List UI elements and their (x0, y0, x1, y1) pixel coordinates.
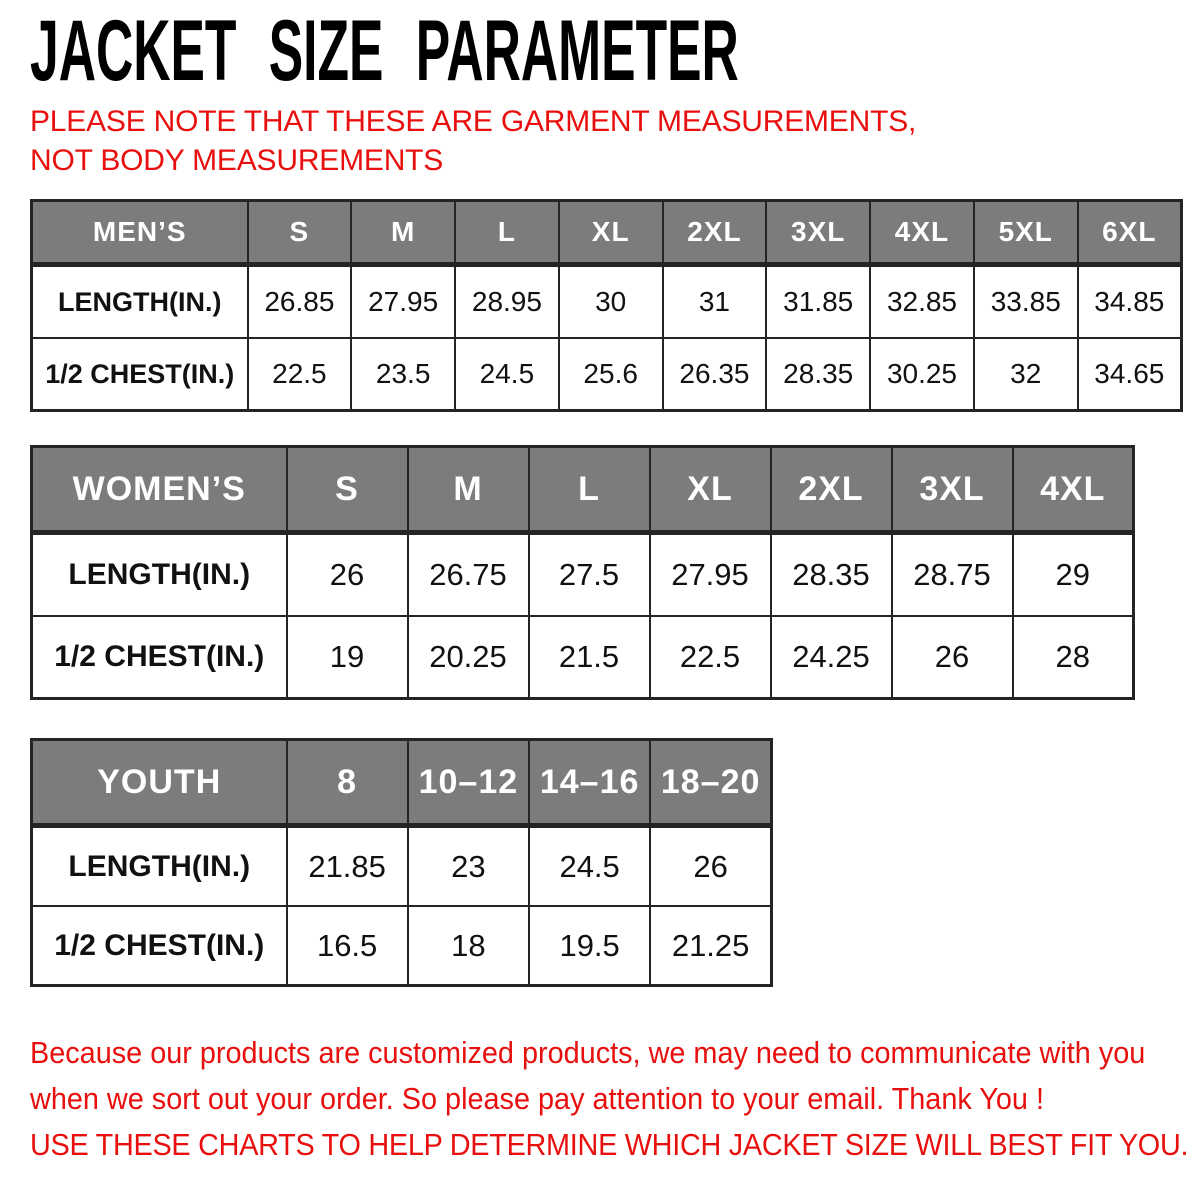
row-label-cell: 1/2 CHEST(IN.) (32, 616, 287, 699)
row-label-cell: LENGTH(IN.) (32, 826, 287, 907)
size-header-cell: 10–12 (408, 740, 529, 826)
size-header-cell: 3XL (766, 201, 870, 265)
measurement-value-cell: 27.95 (351, 265, 455, 339)
size-header-cell: 6XL (1078, 201, 1182, 265)
measurement-value-cell: 32.85 (870, 265, 974, 339)
size-header-cell: 18–20 (650, 740, 771, 826)
row-label-cell: LENGTH(IN.) (32, 265, 248, 339)
size-header-cell: 2XL (771, 447, 892, 533)
measurement-value-cell: 22.5 (248, 338, 352, 411)
measurement-row (32, 616, 1134, 699)
measurement-value-cell: 26 (287, 533, 408, 617)
size-header-row (32, 740, 772, 826)
measurement-value-cell: 29 (1013, 533, 1134, 617)
measurement-value-cell: 21.85 (287, 826, 408, 907)
size-header-cell: L (455, 201, 559, 265)
row-label-cell: 1/2 CHEST(IN.) (32, 906, 287, 986)
table-category-cell: MEN’S (32, 201, 248, 265)
measurement-row (32, 338, 1182, 411)
youth-size-table (30, 738, 773, 987)
measurement-value-cell: 24.5 (455, 338, 559, 411)
size-header-cell: 2XL (663, 201, 767, 265)
size-header-cell: XL (650, 447, 771, 533)
size-header-row (32, 447, 1134, 533)
measurement-value-cell: 32 (974, 338, 1078, 411)
measurement-row (32, 906, 772, 986)
measurement-value-cell: 23.5 (351, 338, 455, 411)
measurement-value-cell: 28.75 (892, 533, 1013, 617)
measurement-value-cell: 21.25 (650, 906, 771, 986)
womens-size-table (30, 445, 1135, 700)
fit-advice-note: USE THESE CHARTS TO HELP DETERMINE WHICH JACKET SIZE WILL BEST FIT YOU. (30, 1127, 1189, 1162)
measurement-value-cell: 33.85 (974, 265, 1078, 339)
measurement-value-cell: 22.5 (650, 616, 771, 699)
row-label-cell: 1/2 CHEST(IN.) (32, 338, 248, 411)
size-header-cell: 4XL (1013, 447, 1134, 533)
size-header-cell: 3XL (892, 447, 1013, 533)
measurement-value-cell: 26.35 (663, 338, 767, 411)
measurement-row (32, 265, 1182, 339)
measurement-value-cell: 24.25 (771, 616, 892, 699)
measurement-value-cell: 28.35 (771, 533, 892, 617)
customization-contact-note: Because our products are customized products, we may need to communicate with you when we sort out your order. So please pay attention to your email. Thank You ! (30, 1035, 1146, 1116)
measurement-row (32, 533, 1134, 617)
measurement-value-cell: 21.5 (529, 616, 650, 699)
size-header-cell: 4XL (870, 201, 974, 265)
measurement-value-cell: 26 (892, 616, 1013, 699)
size-header-cell: 8 (287, 740, 408, 826)
measurement-value-cell: 20.25 (408, 616, 529, 699)
measurement-value-cell: 28.95 (455, 265, 559, 339)
measurement-value-cell: 28 (1013, 616, 1134, 699)
row-label-cell: LENGTH(IN.) (32, 533, 287, 617)
measurement-value-cell: 26.85 (248, 265, 352, 339)
measurement-value-cell: 19 (287, 616, 408, 699)
size-header-cell: 14–16 (529, 740, 650, 826)
measurement-value-cell: 34.65 (1078, 338, 1182, 411)
measurement-value-cell: 30.25 (870, 338, 974, 411)
measurement-value-cell: 25.6 (559, 338, 663, 411)
measurement-value-cell: 23 (408, 826, 529, 907)
measurement-value-cell: 28.35 (766, 338, 870, 411)
measurement-value-cell: 26 (650, 826, 771, 907)
measurement-value-cell: 16.5 (287, 906, 408, 986)
measurement-row (32, 826, 772, 907)
mens-size-table (30, 199, 1183, 412)
measurement-value-cell: 27.5 (529, 533, 650, 617)
measurement-value-cell: 31.85 (766, 265, 870, 339)
size-header-cell: S (287, 447, 408, 533)
measurement-value-cell: 24.5 (529, 826, 650, 907)
measurement-value-cell: 27.95 (650, 533, 771, 617)
size-header-cell: L (529, 447, 650, 533)
size-header-cell: XL (559, 201, 663, 265)
size-header-cell: M (351, 201, 455, 265)
size-header-cell: M (408, 447, 529, 533)
measurement-value-cell: 19.5 (529, 906, 650, 986)
measurement-value-cell: 26.75 (408, 533, 529, 617)
garment-measurement-note: PLEASE NOTE THAT THESE ARE GARMENT MEASUREMENTS, NOT BODY MEASUREMENTS (30, 105, 917, 177)
measurement-value-cell: 31 (663, 265, 767, 339)
size-header-row (32, 201, 1182, 265)
measurement-value-cell: 30 (559, 265, 663, 339)
page-title: JACKET SIZE PARAMETER (30, 3, 739, 99)
measurement-value-cell: 18 (408, 906, 529, 986)
table-category-cell: WOMEN’S (32, 447, 287, 533)
size-header-cell: 5XL (974, 201, 1078, 265)
measurement-value-cell: 34.85 (1078, 265, 1182, 339)
table-category-cell: YOUTH (32, 740, 287, 826)
size-header-cell: S (248, 201, 352, 265)
